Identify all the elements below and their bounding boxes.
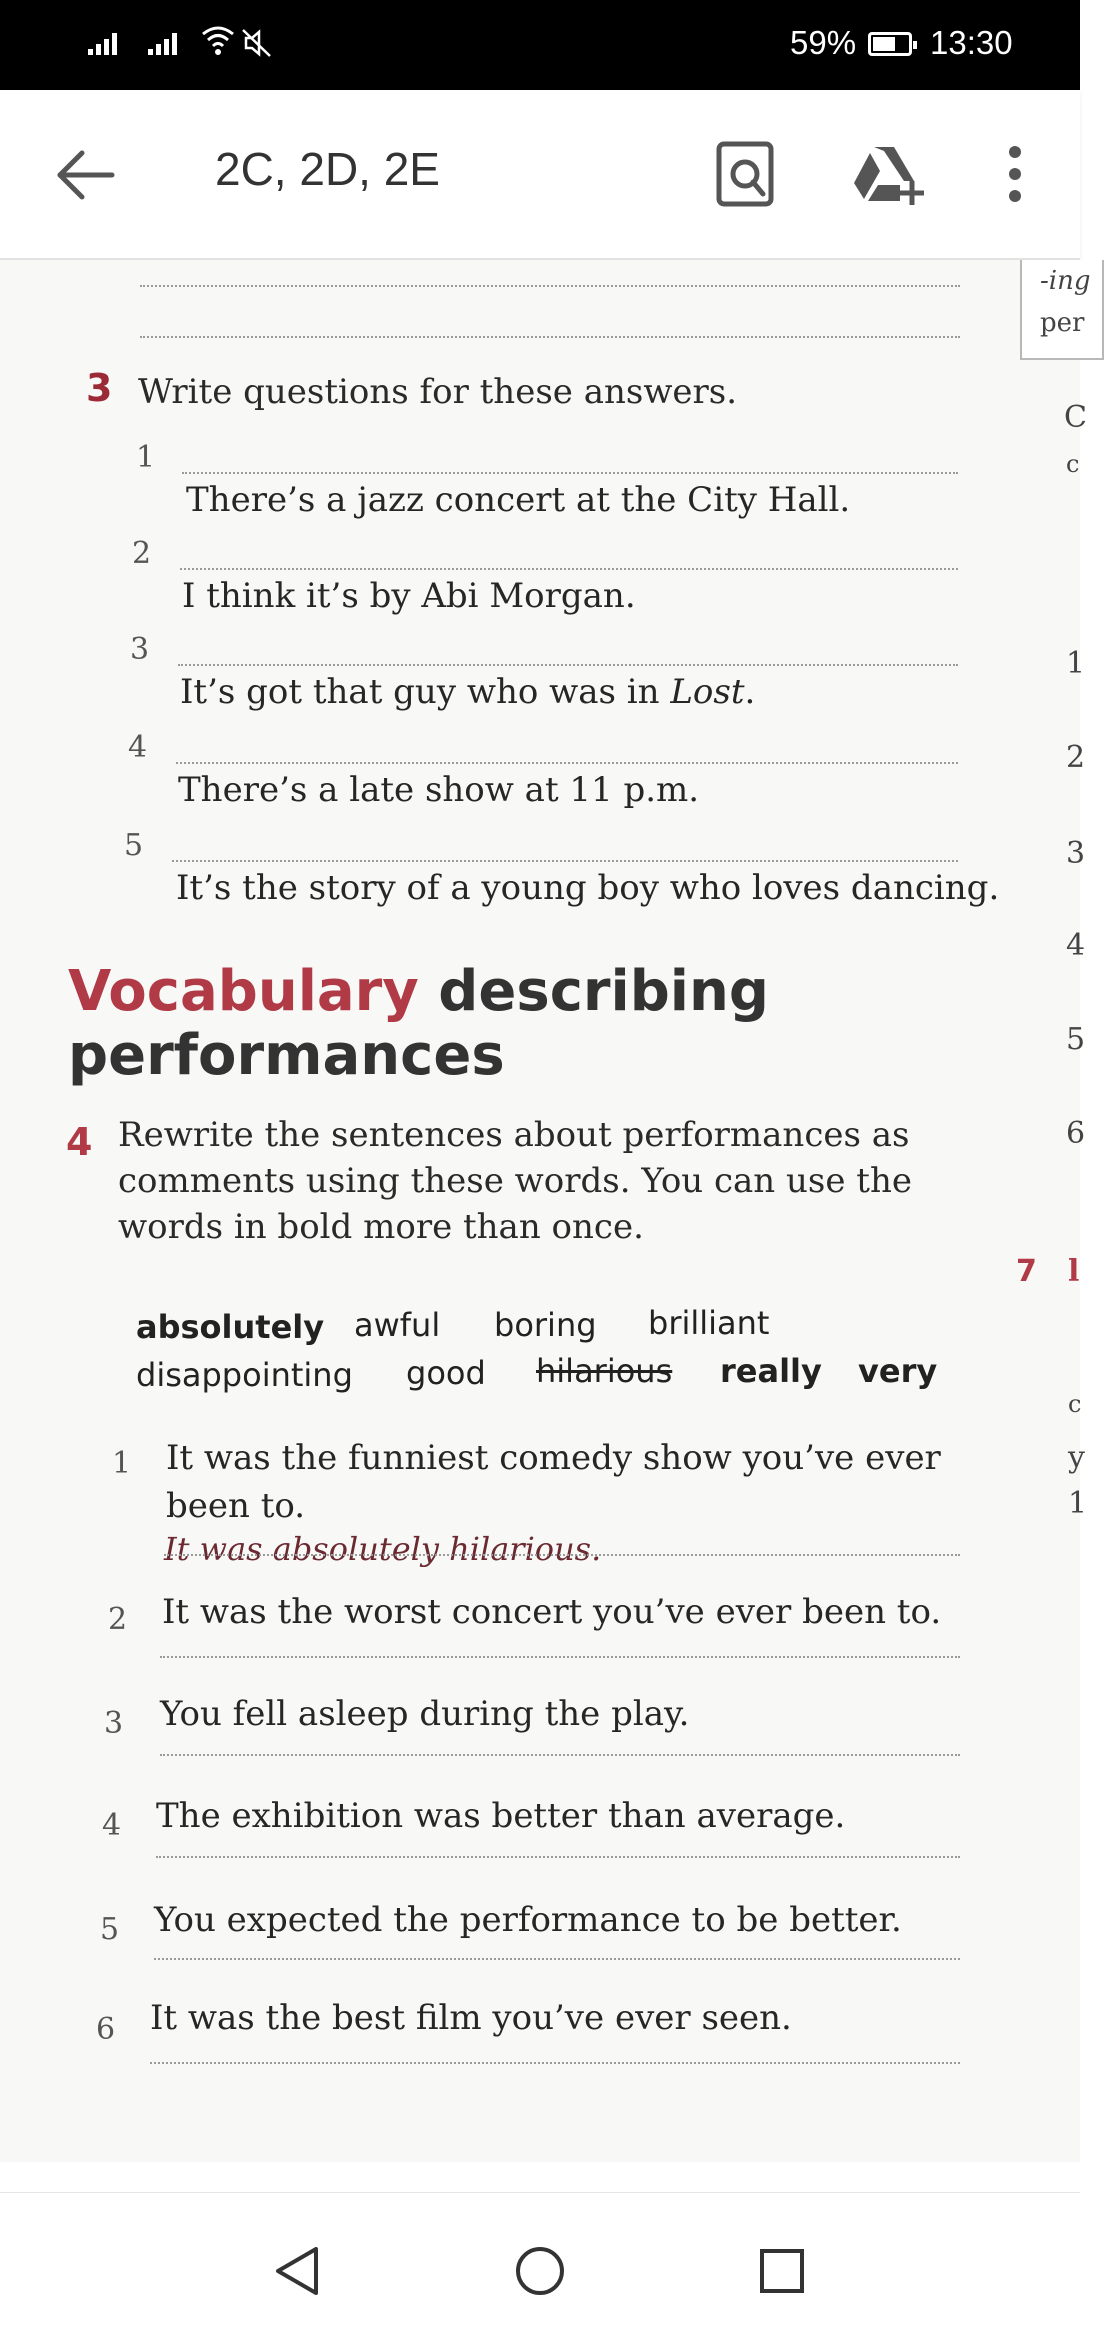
nav-home-icon[interactable]	[514, 2245, 566, 2297]
exercise-instruction: Write questions for these answers.	[138, 372, 738, 412]
exercise-number: 4	[66, 1120, 93, 1164]
item-number: 3	[130, 632, 150, 667]
section-heading: Vocabulary describing performances	[68, 959, 769, 1088]
answer-line	[176, 762, 958, 764]
document-page[interactable]	[0, 260, 1091, 2162]
sentence-text: It was the worst concert you’ve ever been to.	[162, 1592, 942, 1632]
app-bar	[0, 90, 1080, 260]
item-number: 2	[132, 536, 152, 571]
item-number: 3	[104, 1706, 124, 1741]
item-number: 1	[136, 440, 156, 475]
word-box-item: brilliant	[648, 1304, 770, 1342]
sentence-text: You expected the performance to be better.	[154, 1900, 902, 1940]
sentence-text: The exhibition was better than average.	[156, 1796, 846, 1836]
nav-back-icon[interactable]	[272, 2245, 324, 2297]
clock: 13:30	[930, 24, 1013, 61]
answer-text: It’s got that guy who was in Lost.	[180, 672, 756, 712]
side-fragment: 7	[1016, 1254, 1037, 1289]
answer-line	[182, 472, 958, 474]
item-number: 5	[100, 1912, 120, 1947]
word-box-item: very	[858, 1352, 938, 1390]
answer-line	[160, 1754, 960, 1756]
sentence-text: It was the funniest comedy show you’ve ever	[166, 1438, 941, 1478]
item-number: 2	[108, 1602, 128, 1637]
sentence-text: been to.	[166, 1486, 306, 1526]
side-fragment: 2	[1066, 740, 1086, 775]
word-box-item: absolutely	[136, 1308, 325, 1346]
answer-line	[140, 285, 960, 287]
answer-line	[172, 860, 958, 862]
document-search-icon[interactable]	[715, 142, 775, 206]
word-box-item: boring	[494, 1306, 597, 1344]
back-arrow-icon[interactable]	[50, 145, 120, 205]
wifi-icon	[200, 22, 236, 58]
side-fragment: y	[1068, 1440, 1085, 1475]
status-bar	[0, 0, 1080, 90]
signal-icon-2	[148, 33, 177, 55]
answer-line	[160, 1656, 960, 1658]
side-fragment: 1	[1066, 646, 1086, 681]
answer-line	[140, 336, 960, 338]
document-title: 2C, 2D, 2E	[215, 143, 440, 195]
item-number: 5	[124, 828, 144, 863]
answer-line	[154, 1958, 960, 1960]
side-fragment: l	[1068, 1254, 1080, 1289]
answer-text: There’s a jazz concert at the City Hall.	[186, 480, 851, 520]
word-box-item: disappointing	[136, 1356, 353, 1394]
word-box-item: awful	[354, 1306, 441, 1344]
side-fragment: C	[1064, 400, 1087, 435]
side-fragment: c	[1066, 450, 1080, 478]
battery-percent: 59%	[790, 24, 857, 61]
item-number: 4	[102, 1808, 122, 1843]
answer-line	[180, 568, 958, 570]
side-fragment: c	[1068, 1390, 1082, 1418]
battery-icon	[868, 32, 912, 56]
signal-icon	[88, 33, 117, 55]
answer-text: There’s a late show at 11 p.m.	[178, 770, 700, 810]
side-fragment: 1	[1068, 1486, 1088, 1521]
side-fragment: 4	[1066, 928, 1086, 963]
answer-text: I think it’s by Abi Morgan.	[182, 576, 636, 616]
word-box-item: good	[406, 1354, 486, 1392]
item-number: 1	[112, 1446, 132, 1481]
sentence-text: You fell asleep during the play.	[160, 1694, 690, 1734]
side-box: -ing per	[1020, 260, 1104, 360]
word-box-item: really	[720, 1352, 822, 1390]
answer-line	[156, 1856, 960, 1858]
mute-icon	[240, 26, 274, 60]
side-fragment: 3	[1066, 836, 1086, 871]
add-to-drive-icon[interactable]	[852, 145, 924, 205]
answer-line	[164, 1554, 960, 1556]
example-answer: It was absolutely hilarious.	[164, 1530, 602, 1568]
exercise-instruction: Rewrite the sentences about performances as comments using these words. You can use the words in bold more than once.	[118, 1115, 912, 1247]
answer-text: It’s the story of a young boy who loves dancing.	[176, 868, 1000, 908]
item-number: 4	[128, 730, 148, 765]
word-box-item: hilarious	[536, 1352, 673, 1390]
answer-line	[150, 2062, 960, 2064]
item-number: 6	[96, 2012, 116, 2047]
nav-recent-icon[interactable]	[756, 2245, 808, 2297]
exercise-number: 3	[86, 366, 113, 410]
side-fragment: 6	[1066, 1116, 1086, 1151]
answer-line	[178, 664, 958, 666]
sentence-text: It was the best film you’ve ever seen.	[150, 1998, 792, 2038]
side-fragment: 5	[1066, 1022, 1086, 1057]
more-vert-icon[interactable]	[1000, 142, 1030, 206]
navigation-bar	[0, 2192, 1080, 2341]
